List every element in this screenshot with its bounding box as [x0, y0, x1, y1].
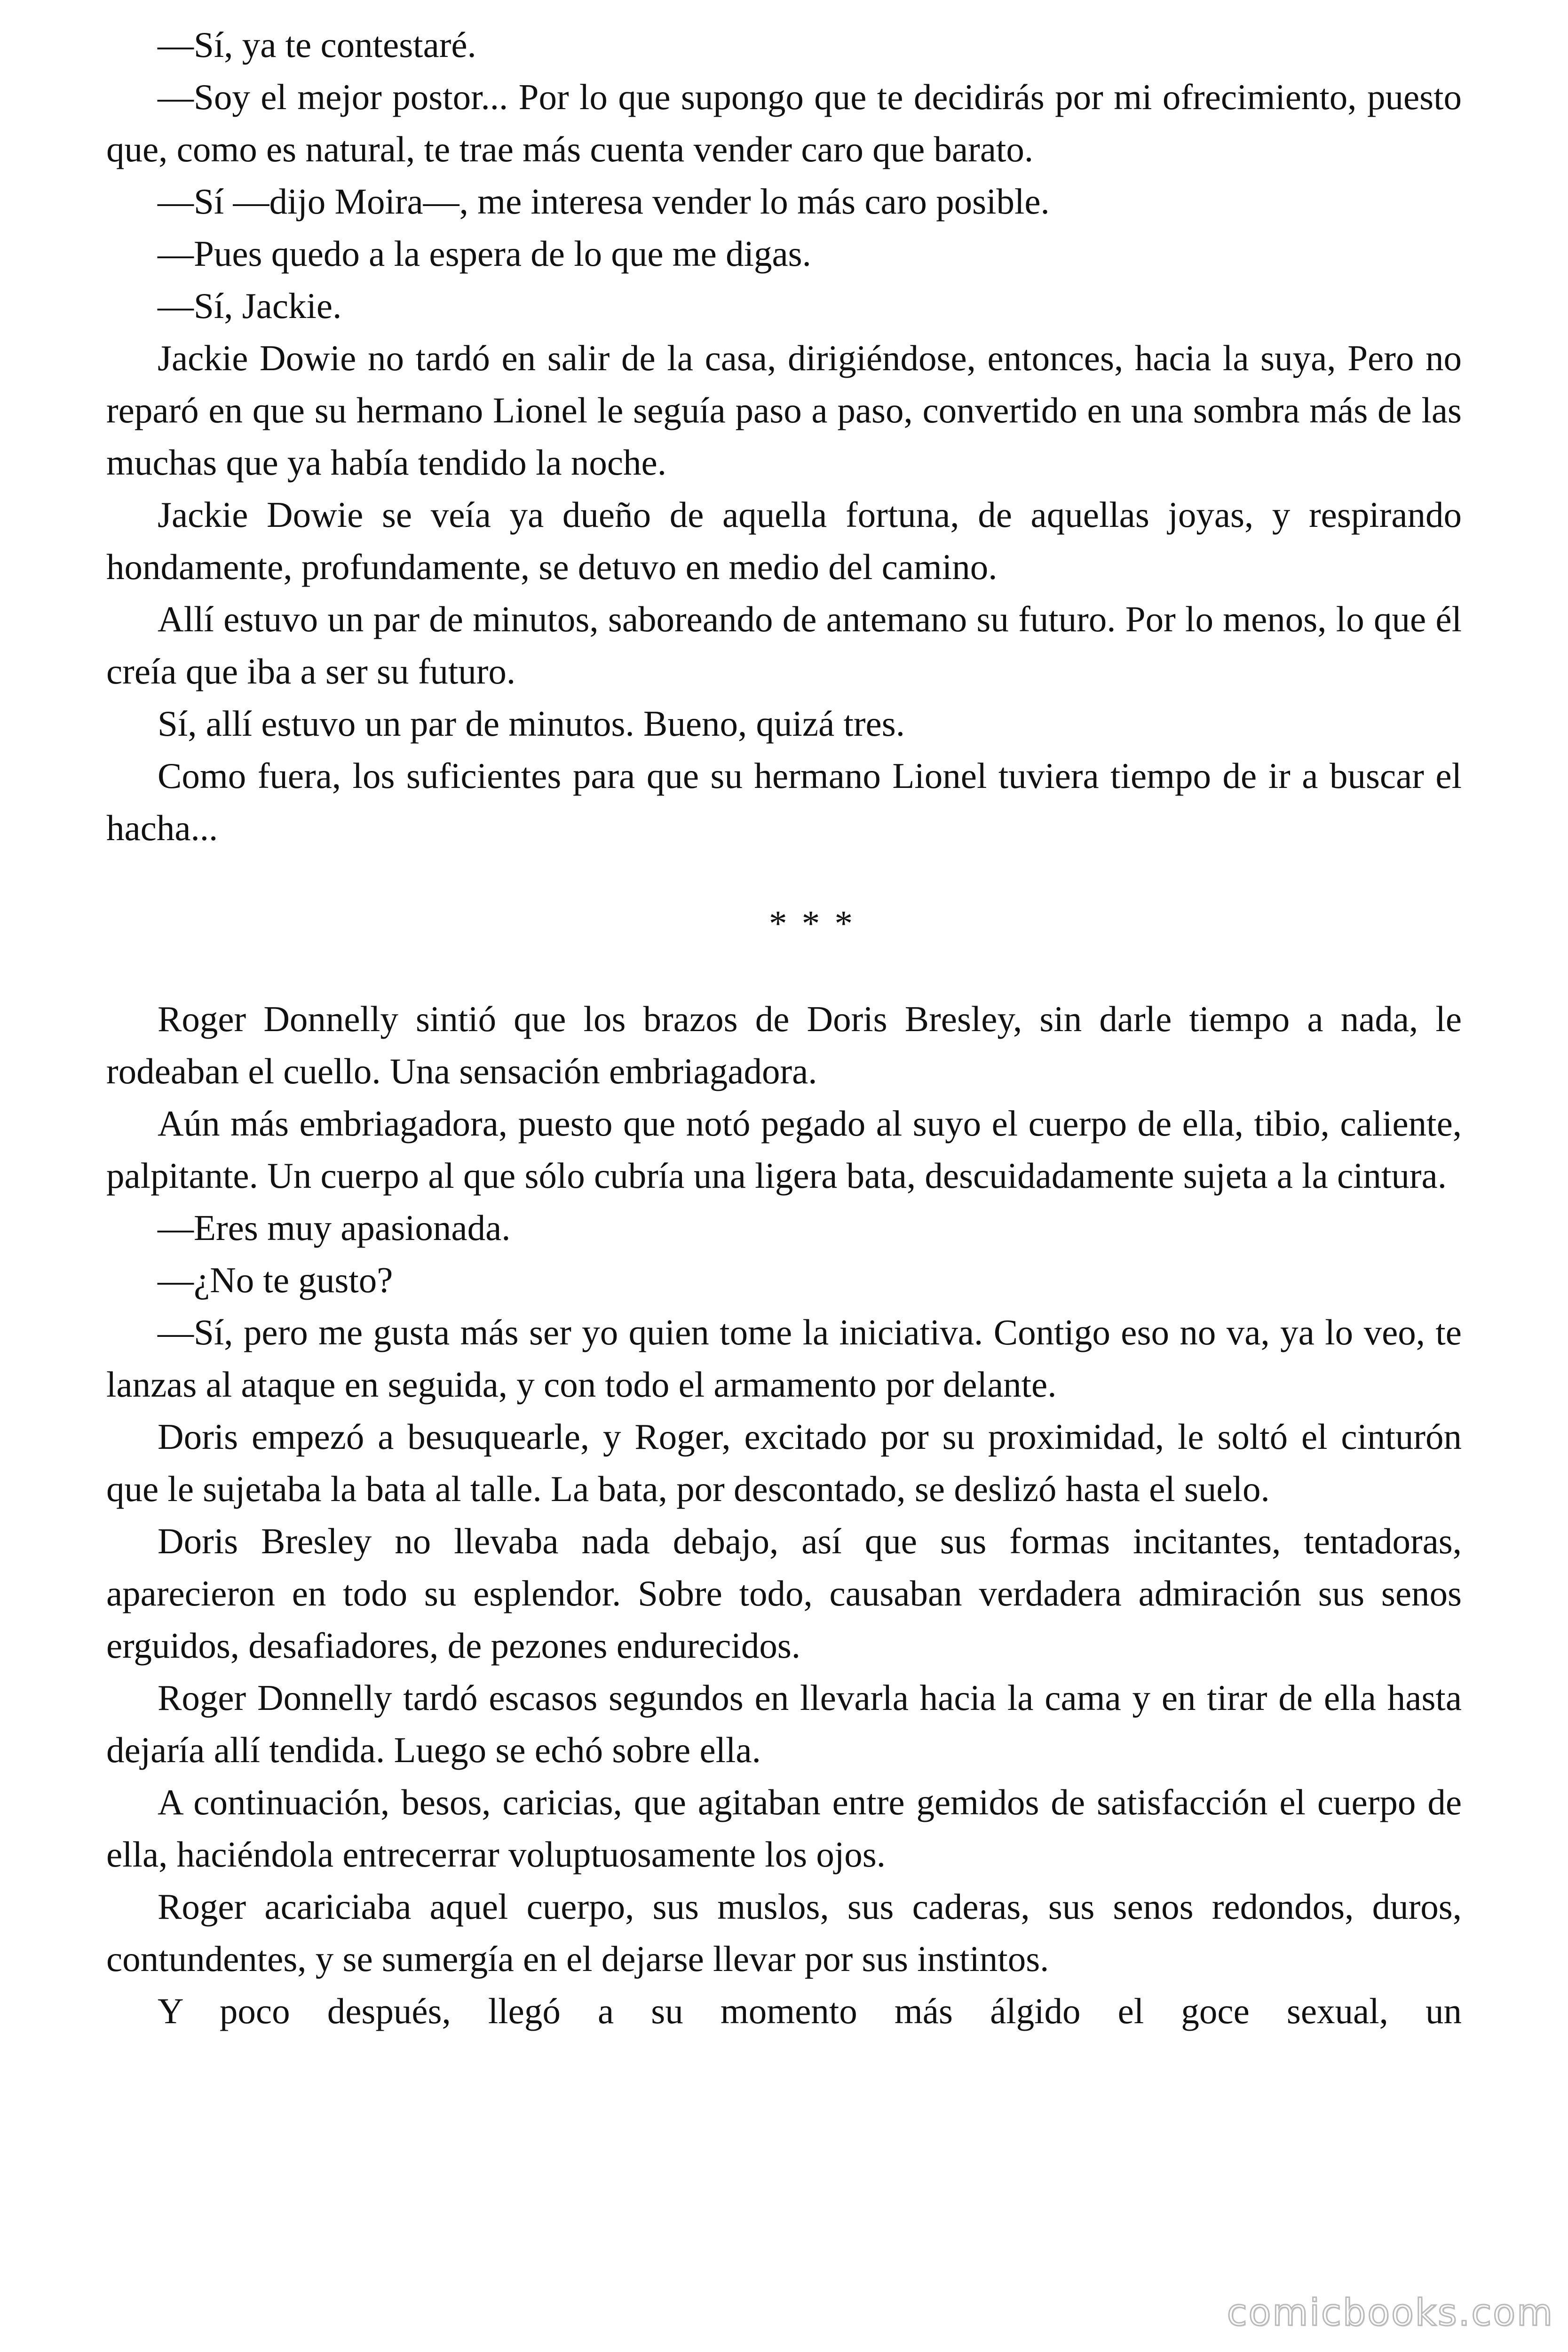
paragraph: —Eres muy apasionada. — [158, 1208, 511, 1248]
paragraph: Jackie Dowie no tardó en salir de la casa, dirigiéndose, entonces, hacia la suya, Pero no reparó en que su hermano Lionel le seguía paso a paso, convertido en una sombra más de las muchas que ya había tendido la noche. — [106, 338, 1462, 483]
paragraph: Como fuera, los suficientes para que su hermano Lionel tuviera tiempo de ir a buscar el hacha... — [106, 755, 1462, 848]
paragraph: Roger Donnelly tardó escasos segundos en llevarla hacia la cama y en tirar de ella hasta dejaría allí tendida. Luego se echó sobre ella. — [106, 1677, 1462, 1770]
scene-break: * * * — [769, 903, 855, 944]
paragraph: Allí estuvo un par de minutos, saboreando de antemano su futuro. Por lo menos, lo que él creía que iba a ser su futuro. — [106, 599, 1462, 691]
paragraph: Doris empezó a besuquearle, y Roger, excitado por su proximidad, le soltó el cinturón que le sujetaba la bata al talle. La bata, por descontado, se deslizó hasta el suelo. — [106, 1416, 1462, 1509]
paragraph: Doris Bresley no llevaba nada debajo, así que sus formas incitantes, tentadoras, aparecieron en todo su esplendor. Sobre todo, causaban verdadera admiración sus senos erguidos, desafiadores, de pezones endurecidos. — [106, 1521, 1462, 1666]
paragraph: A continuación, besos, caricias, que agitaban entre gemidos de satisfacción el cuerpo de ella, haciéndola entrecerrar voluptuosamente los ojos. — [106, 1782, 1462, 1875]
paragraph: —¿No te gusto? — [158, 1260, 393, 1300]
paragraph: Roger acariciaba aquel cuerpo, sus muslos, sus caderas, sus senos redondos, duros, contundentes, y se sumergía en el dejarse llevar por sus instintos. — [106, 1886, 1462, 1979]
paragraph: —Sí —dijo Moira—, me interesa vender lo más caro posible. — [158, 181, 1050, 222]
paragraph: Jackie Dowie se veía ya dueño de aquella fortuna, de aquellas joyas, y respirando hondamente, profundamente, se detuvo en medio del camino. — [106, 494, 1462, 587]
paragraph: —Pues quedo a la espera de lo que me digas. — [158, 233, 811, 274]
paragraph: Roger Donnelly sintió que los brazos de Doris Bresley, sin darle tiempo a nada, le rodeaban el cuello. Una sensación embriagadora. — [106, 999, 1462, 1091]
paragraph: —Soy el mejor postor... Por lo que supongo que te decidirás por mi ofrecimiento, puesto que, como es natural, te trae más cuenta vender caro que barato. — [106, 77, 1462, 169]
paragraph: —Sí, Jackie. — [158, 286, 342, 326]
book-page — [106, 19, 1462, 2037]
paragraph: Aún más embriagadora, puesto que notó pegado al suyo el cuerpo de ella, tibio, caliente, palpitante. Un cuerpo al que sólo cubría una ligera bata, descuidadamente sujeta a la cintura. — [106, 1103, 1462, 1196]
site-watermark: comicbooks.com — [1227, 2292, 1554, 2334]
paragraph: Sí, allí estuvo un par de minutos. Bueno, quizá tres. — [158, 703, 905, 744]
paragraph: Y poco después, llegó a su momento más álgido el goce sexual, un — [158, 1991, 1462, 2031]
paragraph: —Sí, ya te contestaré. — [158, 24, 476, 65]
paragraph: —Sí, pero me gusta más ser yo quien tome la iniciativa. Contigo eso no va, ya lo veo, te lanzas al ataque en seguida, y con todo el armamento por delante. — [106, 1312, 1462, 1405]
